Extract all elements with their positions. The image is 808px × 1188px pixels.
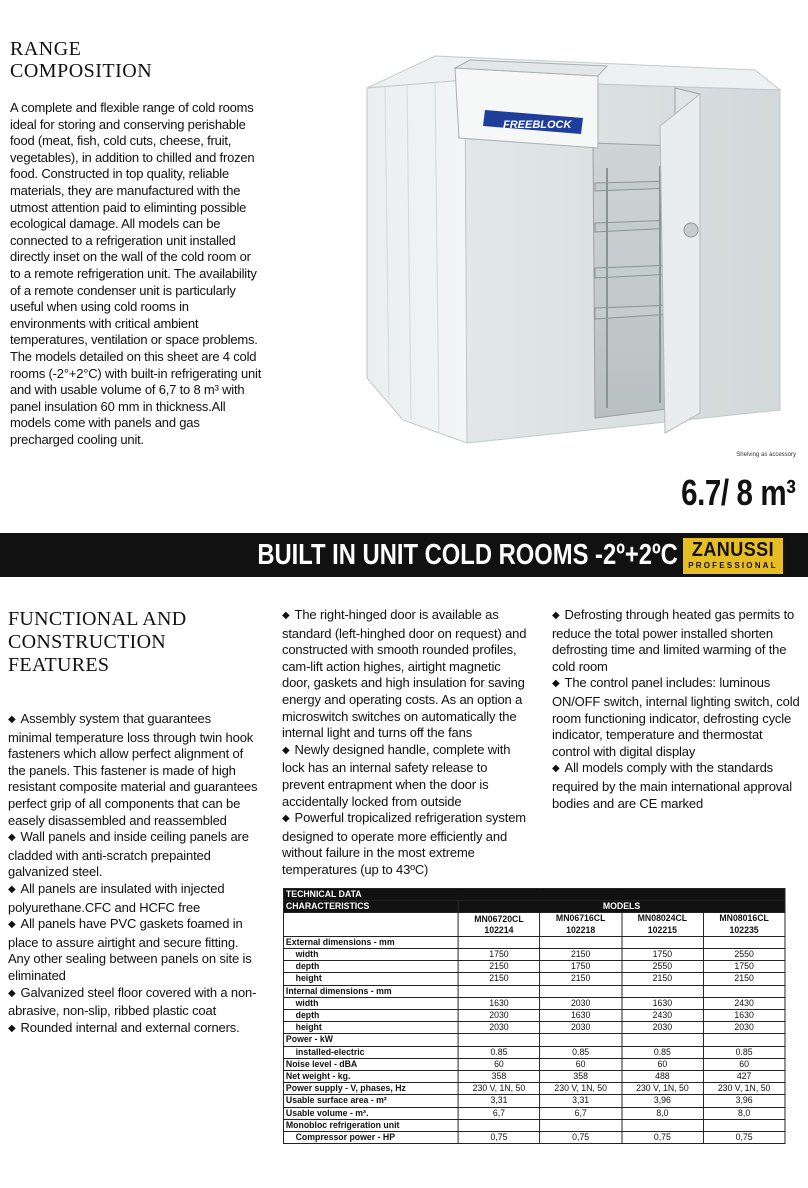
table-row: [283, 1071, 784, 1083]
row-label: width: [283, 949, 458, 961]
table-cell: 2150: [622, 973, 704, 985]
zanussi-logo: [682, 537, 784, 575]
table-cell: 6,7: [540, 1107, 622, 1119]
table-cell: 358: [458, 1071, 540, 1083]
table-cell: [458, 1119, 540, 1131]
feature-item: ◆ Powerful tropicalized refrigeration system designed to operate more efficiently and without failure in the most extreme temperatures (up to 43ºC): [282, 810, 530, 878]
table-cell: 60: [540, 1058, 622, 1070]
range-composition-text: A complete and flexible range of cold rooms ideal for storing and conserving perishable food (meat, fish, cold cuts, cheese, fruit, vegetables), in addition to chilled and frozen food. Constructed in top quality, reliable materials, they are manufactured with the utmost attention paid to eliminting possible ecological damage. All models can be connected to a refrigeration unit installed directly inset on the wall of the cold room or to a remote refrigeration unit. The availability of a remote condenser unit is particularly useful when using cold rooms in environments with critical ambient temperatures, ventilation or space problems. The models detailed on this sheet are 4 cold rooms (-2°+2°C) with built-in refrigerating unit and with usable volume of 6,7 to 8 m³ with panel insulation 60 mm in thickness.All models come with panels and gas precharged cooling unit.: [10, 100, 262, 447]
row-label: Power - kW: [283, 1034, 458, 1046]
table-row: [283, 1046, 784, 1058]
characteristics-header: CHARACTERISTICS: [283, 901, 458, 913]
table-cell: 2150: [540, 949, 622, 961]
feature-item: ◆ Defrosting through heated gas permits to reduce the total power installed shorten defrosting time and limited warming of the cold room: [552, 607, 800, 675]
model-code: MN08024CL: [637, 913, 688, 924]
table-cell: [703, 1034, 785, 1046]
table-cell: 1630: [540, 1010, 622, 1022]
table-cell: 1630: [622, 997, 704, 1009]
table-row: [283, 985, 784, 997]
logo-subtitle: PROFESSIONAL: [688, 561, 778, 570]
table-cell: 358: [540, 1071, 622, 1083]
model-number: 102215: [647, 924, 677, 935]
table-cell: 0,75: [703, 1132, 785, 1144]
model-code-cell: [540, 913, 622, 936]
table-cell: [703, 1119, 785, 1131]
table-cell: 2150: [458, 961, 540, 973]
model-number: 102214: [484, 924, 514, 935]
row-label: Internal dimensions - mm: [283, 985, 458, 997]
table-cell: 0,75: [540, 1132, 622, 1144]
table-cell: [703, 985, 785, 997]
table-row: [283, 1034, 784, 1046]
table-row: [283, 1132, 784, 1144]
table-cell: 2550: [703, 949, 785, 961]
model-codes-row: [283, 913, 784, 936]
model-code-cell: [703, 913, 785, 936]
feature-item: ◆ Rounded internal and external corners.: [8, 1020, 258, 1039]
table-cell: 230 V, 1N, 50: [540, 1083, 622, 1095]
table-cell: 230 V, 1N, 50: [622, 1083, 704, 1095]
feature-item: ◆ All models comply with the standards required by the main international approval bodies and are CE marked: [552, 760, 800, 812]
table-cell: 2030: [540, 997, 622, 1009]
table-cell: 6,7: [458, 1107, 540, 1119]
table-cell: [703, 936, 785, 948]
table-cell: 3,31: [458, 1095, 540, 1107]
table-cell: 1630: [703, 1010, 785, 1022]
table-cell: 2430: [622, 1010, 704, 1022]
table-cell: 0.85: [458, 1046, 540, 1058]
capacity-label: 6.7/ 8 m³: [681, 472, 796, 513]
banner-title: BUILT IN UNIT COLD ROOMS -2º+2ºC: [257, 539, 678, 571]
unit-brand-label: FREEBLOCK: [503, 119, 572, 131]
table-row: [283, 1010, 784, 1022]
row-label: Power supply - V, phases, Hz: [283, 1083, 458, 1095]
table-row: [283, 1022, 784, 1034]
cold-room-illustration: [355, 48, 807, 448]
table-cell: 3,31: [540, 1095, 622, 1107]
table-cell: [540, 936, 622, 948]
table-cell: 0,75: [622, 1132, 704, 1144]
model-number: 102235: [729, 924, 759, 935]
table-cell: [458, 1034, 540, 1046]
model-code-cell: [458, 913, 540, 936]
table-row: [283, 949, 784, 961]
row-label: depth: [283, 961, 458, 973]
model-code: MN08016CL: [719, 913, 769, 924]
feature-item: ◆ Galvanized steel floor covered with a non-abrasive, non-slip, ribbed plastic coat: [8, 985, 258, 1020]
feature-item: ◆ Newly designed handle, complete with lock has an internal safety release to prevent entrapment when the door is accidentally locked from outside: [282, 742, 530, 810]
row-label: Usable surface area - m²: [283, 1095, 458, 1107]
table-cell: 488: [622, 1071, 704, 1083]
features-title: FUNCTIONAL AND CONSTRUCTION FEATURES: [8, 608, 187, 676]
table-cell: 60: [458, 1058, 540, 1070]
table-cell: 427: [703, 1071, 785, 1083]
table-row: [283, 961, 784, 973]
table-cell: 2030: [540, 1022, 622, 1034]
table-cell: 2030: [703, 1022, 785, 1034]
row-label: depth: [283, 1010, 458, 1022]
range-composition-title: RANGE COMPOSITION: [10, 38, 153, 82]
table-cell: 2030: [622, 1022, 704, 1034]
row-label: External dimensions - mm: [283, 936, 458, 948]
features-column-2: [282, 607, 530, 879]
feature-item: ◆ Wall panels and inside ceiling panels are cladded with anti-scratch prepainted galvanized steel.: [8, 829, 258, 881]
model-codes-spacer: [283, 913, 458, 936]
shelving-note: Shelving as accessory: [736, 452, 796, 458]
model-code: MN06716CL: [555, 913, 606, 924]
row-label: Net weight - kg.: [283, 1071, 458, 1083]
logo-name: ZANUSSI: [691, 539, 775, 561]
table-cell: [458, 936, 540, 948]
table-row: [283, 1058, 784, 1070]
table-cell: 1750: [540, 961, 622, 973]
table-cell: 8,0: [703, 1107, 785, 1119]
row-label: width: [283, 997, 458, 1009]
table-heading-row: [283, 889, 784, 901]
feature-item: ◆ The right-hinged door is available as standard (left-hinghed door on request) and constructed with smooth rounded profiles, cam-lift action highes, airtight magnetic door, gaskets and high insulation for saving energy and operating costs. As an option a microswitch switches on automatically the internal light and turns off the fans: [282, 607, 530, 742]
table-cell: [622, 1119, 704, 1131]
table-cell: 2430: [703, 997, 785, 1009]
table-cell: 0.85: [540, 1046, 622, 1058]
table-cell: 8,0: [622, 1107, 704, 1119]
table-row: [283, 936, 784, 948]
table-cell: [622, 985, 704, 997]
table-cell: 2150: [458, 973, 540, 985]
table-cell: 1750: [703, 961, 785, 973]
table-cell: 230 V, 1N, 50: [703, 1083, 785, 1095]
row-label: Usable volume - m³.: [283, 1107, 458, 1119]
row-label: Monobloc refrigeration unit: [283, 1119, 458, 1131]
model-number: 102218: [566, 924, 596, 935]
table-cell: [540, 1119, 622, 1131]
features-column-1: [8, 711, 258, 1038]
table-row: [283, 1119, 784, 1131]
table-cell: 0.85: [622, 1046, 704, 1058]
table-heading: TECHNICAL DATA: [283, 889, 784, 901]
feature-item: ◆ All panels have PVC gaskets foamed in place to assure airtight and secure fitting. Any other sealing between panels on site is eliminated: [8, 916, 258, 984]
table-cell: [622, 1034, 704, 1046]
table-cell: 0.85: [703, 1046, 785, 1058]
table-cell: 2150: [703, 973, 785, 985]
row-label: height: [283, 973, 458, 985]
table-cell: 2550: [622, 961, 704, 973]
table-row: [283, 1083, 784, 1095]
table-row: [283, 997, 784, 1009]
table-cell: 60: [622, 1058, 704, 1070]
table-cell: 1750: [458, 949, 540, 961]
table-cell: 3,96: [703, 1095, 785, 1107]
table-cell: 1750: [622, 949, 704, 961]
model-code-cell: [622, 913, 704, 936]
features-column-3: [552, 607, 800, 812]
table-cell: [540, 1034, 622, 1046]
table-cell: 0,75: [458, 1132, 540, 1144]
table-cell: [458, 985, 540, 997]
table-cell: 2030: [458, 1022, 540, 1034]
table-row: [283, 1095, 784, 1107]
table-cell: 1630: [458, 997, 540, 1009]
row-label: Compressor power - HP: [283, 1132, 458, 1144]
table-cell: [622, 936, 704, 948]
models-header: MODELS: [458, 901, 785, 913]
table-cell: [540, 985, 622, 997]
technical-data-table: [283, 888, 785, 1144]
model-code: MN06720CL: [474, 913, 524, 924]
table-cell: 230 V, 1N, 50: [458, 1083, 540, 1095]
table-subheading-row: [283, 901, 784, 913]
row-label: installed-electric: [283, 1046, 458, 1058]
table-cell: 2030: [458, 1010, 540, 1022]
table-cell: 2150: [540, 973, 622, 985]
table-row: [283, 973, 784, 985]
row-label: Noise level - dBA: [283, 1058, 458, 1070]
table-cell: 3,96: [622, 1095, 704, 1107]
table-row: [283, 1107, 784, 1119]
feature-item: ◆ The control panel includes: luminous ON/OFF switch, internal lighting switch, cold room functioning indicator, defrosting cycle indicator, temperature and thermostat control with digital display: [552, 675, 800, 760]
row-label: height: [283, 1022, 458, 1034]
feature-item: ◆ Assembly system that guarantees minimal temperature loss through twin hook fasteners which allow perfect alignment of the panels. This fastener is made of high resistant composite material and guarantees perfect grip of all components that can be easely disassembled and reassembled: [8, 711, 258, 829]
table-cell: 60: [703, 1058, 785, 1070]
feature-item: ◆ All panels are insulated with injected polyurethane.CFC and HCFC free: [8, 881, 258, 916]
